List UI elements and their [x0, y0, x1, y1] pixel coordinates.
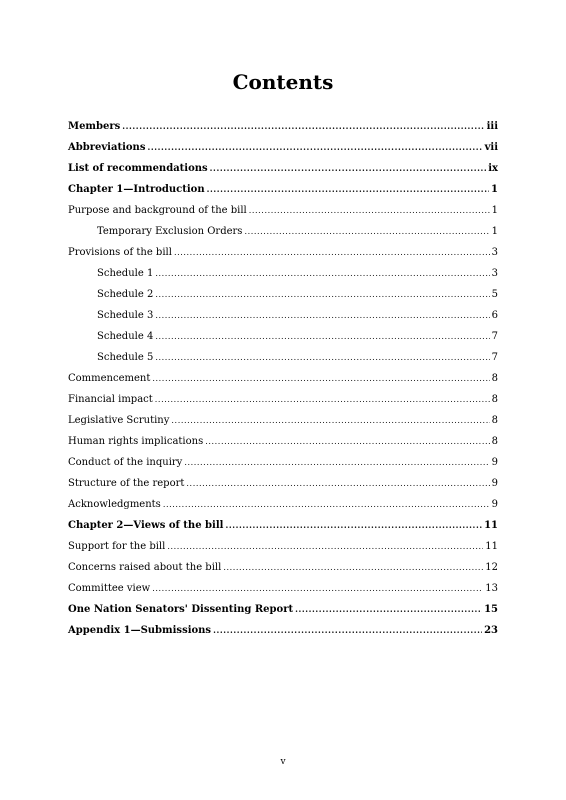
toc-entry-label: Appendix 1—Submissions: [68, 625, 212, 636]
toc-entry[interactable]: [68, 515, 498, 536]
toc-leader-dots: [155, 389, 490, 410]
toc-entry-page-number: 7: [491, 352, 498, 363]
toc-entry-page-number: vii: [484, 142, 498, 153]
toc-entry-label: Committee view: [68, 583, 151, 594]
toc-entry[interactable]: [68, 305, 498, 326]
toc-leader-dots: [147, 137, 482, 158]
toc-entry-label: Support for the bill: [68, 541, 166, 552]
toc-entry-label: Conduct of the inquiry: [68, 457, 183, 468]
page-title: Contents: [232, 70, 334, 94]
table-of-contents: [68, 116, 498, 641]
toc-entry-label: Schedule 4: [97, 331, 154, 342]
toc-leader-dots: [225, 515, 482, 536]
toc-entry[interactable]: [68, 452, 498, 473]
toc-entry-page-number: 12: [485, 562, 498, 573]
toc-entry-page-number: 1: [491, 205, 498, 216]
toc-entry-label: Schedule 3: [97, 310, 154, 321]
toc-leader-dots: [155, 263, 489, 284]
toc-entry-page-number: 8: [491, 394, 498, 405]
toc-leader-dots: [210, 158, 487, 179]
toc-entry-page-number: 7: [491, 331, 498, 342]
toc-leader-dots: [249, 200, 490, 221]
toc-leader-dots: [223, 557, 483, 578]
toc-entry-label: Legislative Scrutiny: [68, 415, 170, 426]
toc-entry-label: Acknowledgments: [68, 499, 161, 510]
toc-entry-label: Concerns raised about the bill: [68, 562, 222, 573]
toc-entry[interactable]: [68, 284, 498, 305]
toc-entry-page-number: 1: [491, 184, 498, 195]
toc-leader-dots: [244, 221, 489, 242]
toc-leader-dots: [155, 326, 489, 347]
toc-entry-label: Human rights implications: [68, 436, 204, 447]
toc-entry[interactable]: [68, 410, 498, 431]
toc-leader-dots: [167, 536, 483, 557]
toc-entry[interactable]: [68, 326, 498, 347]
toc-entry[interactable]: [68, 347, 498, 368]
toc-entry[interactable]: [68, 578, 498, 599]
toc-entry[interactable]: [68, 368, 498, 389]
toc-entry-label: Temporary Exclusion Orders: [97, 226, 243, 237]
toc-leader-dots: [152, 578, 483, 599]
toc-entry[interactable]: [68, 200, 498, 221]
toc-leader-dots: [171, 410, 489, 431]
toc-entry-page-number: ix: [488, 163, 498, 174]
toc-entry-page-number: 5: [491, 289, 498, 300]
toc-entry-page-number: 3: [491, 268, 498, 279]
toc-entry-label: Schedule 1: [97, 268, 154, 279]
toc-entry[interactable]: [68, 221, 498, 242]
page-number: v: [280, 757, 286, 767]
toc-entry[interactable]: [68, 389, 498, 410]
toc-leader-dots: [155, 347, 489, 368]
toc-entry-label: Purpose and background of the bill: [68, 205, 247, 216]
toc-entry-page-number: 9: [491, 457, 498, 468]
toc-entry-page-number: 8: [491, 415, 498, 426]
toc-entry[interactable]: [68, 557, 498, 578]
toc-leader-dots: [207, 179, 489, 200]
toc-entry-page-number: 23: [484, 625, 498, 636]
toc-entry-page-number: 8: [491, 436, 498, 447]
toc-entry-page-number: 9: [491, 478, 498, 489]
toc-entry[interactable]: [68, 494, 498, 515]
toc-entry-label: List of recommendations: [68, 163, 208, 174]
toc-leader-dots: [174, 242, 490, 263]
toc-entry-page-number: 8: [491, 373, 498, 384]
toc-leader-dots: [184, 452, 489, 473]
toc-entry[interactable]: [68, 431, 498, 452]
toc-entry[interactable]: [68, 116, 498, 137]
toc-entry-page-number: 9: [491, 499, 498, 510]
toc-entry[interactable]: [68, 179, 498, 200]
toc-entry-page-number: 15: [484, 604, 498, 615]
toc-entry[interactable]: [68, 536, 498, 557]
toc-entry-label: Schedule 5: [97, 352, 154, 363]
toc-entry-page-number: 11: [484, 520, 498, 531]
toc-leader-dots: [122, 116, 484, 137]
toc-leader-dots: [155, 284, 489, 305]
toc-entry[interactable]: [68, 599, 498, 620]
toc-entry-label: Members: [68, 121, 121, 132]
toc-leader-dots: [213, 620, 482, 641]
toc-entry-page-number: iii: [486, 121, 498, 132]
toc-entry-label: Structure of the report: [68, 478, 185, 489]
toc-leader-dots: [163, 494, 490, 515]
toc-leader-dots: [152, 368, 489, 389]
toc-entry[interactable]: [68, 263, 498, 284]
toc-entry-page-number: 13: [485, 583, 498, 594]
toc-entry-label: Schedule 2: [97, 289, 154, 300]
toc-entry-page-number: 11: [485, 541, 498, 552]
toc-entry-label: Abbreviations: [68, 142, 146, 153]
toc-entry-label: Provisions of the bill: [68, 247, 172, 258]
toc-entry[interactable]: [68, 242, 498, 263]
toc-leader-dots: [186, 473, 489, 494]
toc-entry-label: Chapter 1—Introduction: [68, 184, 205, 195]
toc-entry[interactable]: [68, 158, 498, 179]
toc-entry-label: Chapter 2—Views of the bill: [68, 520, 224, 531]
toc-entry[interactable]: [68, 137, 498, 158]
toc-leader-dots: [295, 599, 482, 620]
toc-entry-label: Financial impact: [68, 394, 153, 405]
toc-leader-dots: [155, 305, 489, 326]
toc-entry-page-number: 1: [491, 226, 498, 237]
toc-entry-label: One Nation Senators' Dissenting Report: [68, 604, 294, 615]
toc-leader-dots: [205, 431, 489, 452]
toc-entry-page-number: 6: [491, 310, 498, 321]
toc-entry-page-number: 3: [491, 247, 498, 258]
toc-entry[interactable]: [68, 473, 498, 494]
toc-entry[interactable]: [68, 620, 498, 641]
toc-entry-label: Commencement: [68, 373, 151, 384]
